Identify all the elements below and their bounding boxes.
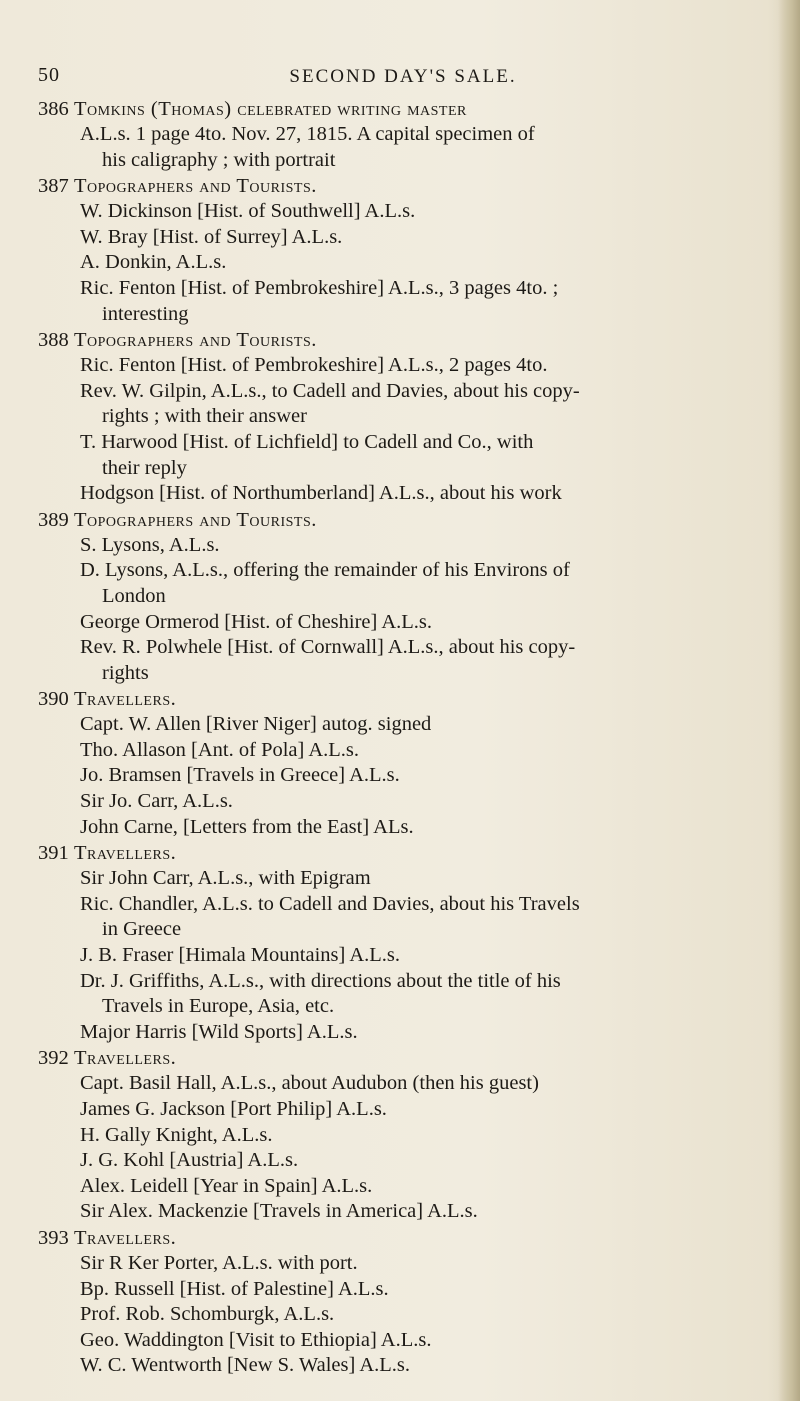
lot-title: Topographers and Tourists. <box>74 329 317 352</box>
lot-line: J. G. Kohl [Austria] A.L.s. <box>80 1149 299 1172</box>
page-header <box>38 64 768 90</box>
lot-line: T. Harwood [Hist. of Lichfield] to Cadell and Co., with <box>80 430 534 453</box>
lot-line: rights ; with their answer <box>102 405 307 428</box>
lot-line: George Ormerod [Hist. of Cheshire] A.L.s. <box>80 610 433 633</box>
lot-line: Capt. W. Allen [River Niger] autog. signed <box>80 713 432 736</box>
lot-line: S. Lysons, A.L.s. <box>80 533 220 556</box>
lot-line: Bp. Russell [Hist. of Palestine] A.L.s. <box>80 1277 389 1300</box>
lot-line: rights <box>102 661 149 684</box>
lot-line: Sir John Carr, A.L.s., with Epigram <box>80 867 371 890</box>
lot-line: J. B. Fraser [Himala Mountains] A.L.s. <box>80 944 400 967</box>
lot-390 <box>38 686 768 840</box>
lot-387 <box>38 173 768 327</box>
lot-line: Ric. Fenton [Hist. of Pembrokeshire] A.L.s., 2 pages 4to. <box>80 354 548 377</box>
page-edge-shadow <box>778 0 800 1401</box>
lot-392 <box>38 1045 768 1225</box>
lot-number: 390 <box>38 688 69 711</box>
lot-line: Tho. Allason [Ant. of Pola] A.L.s. <box>80 738 360 761</box>
lot-line: A. Donkin, A.L.s. <box>80 251 227 274</box>
lot-line: W. C. Wentworth [New S. Wales] A.L.s. <box>80 1354 410 1377</box>
lot-line: Sir R Ker Porter, A.L.s. with port. <box>80 1251 358 1274</box>
lot-line: London <box>102 584 166 607</box>
lot-386 <box>38 96 768 173</box>
lot-line: Rev. W. Gilpin, A.L.s., to Cadell and Davies, about his copy- <box>80 379 580 402</box>
lot-393 <box>38 1225 768 1379</box>
lot-388 <box>38 327 768 507</box>
lot-title: Topographers and Tourists. <box>74 175 317 198</box>
lot-title: Travellers. <box>74 842 177 865</box>
lot-line: Dr. J. Griffiths, A.L.s., with directions about the title of his <box>80 969 561 992</box>
lot-line: Alex. Leidell [Year in Spain] A.L.s. <box>80 1174 373 1197</box>
lot-line: Rev. R. Polwhele [Hist. of Cornwall] A.L.s., about his copy- <box>80 636 576 659</box>
lot-line: Jo. Bramsen [Travels in Greece] A.L.s. <box>80 764 400 787</box>
lot-number: 388 <box>38 329 69 352</box>
lot-number: 392 <box>38 1047 69 1070</box>
lot-line: Major Harris [Wild Sports] A.L.s. <box>80 1020 358 1043</box>
lot-line: W. Bray [Hist. of Surrey] A.L.s. <box>80 225 343 248</box>
running-head: SECOND DAY'S SALE. <box>289 66 517 87</box>
lot-number: 389 <box>38 508 69 531</box>
lot-line: Ric. Fenton [Hist. of Pembrokeshire] A.L.s., 3 pages 4to. ; <box>80 276 559 299</box>
lot-number: 393 <box>38 1226 69 1249</box>
lot-line: A.L.s. 1 page 4to. Nov. 27, 1815. A capital specimen of <box>80 123 535 145</box>
lot-title: Travellers. <box>74 1226 177 1249</box>
lot-number: 391 <box>38 842 69 865</box>
lot-line: interesting <box>102 302 189 325</box>
lot-title: Tomkins (Thomas) celebrated writing master <box>74 98 467 120</box>
lot-number: 386 <box>38 98 69 120</box>
lot-line: their reply <box>102 456 187 479</box>
lot-title: Travellers. <box>74 1047 177 1070</box>
lot-391 <box>38 840 768 1045</box>
lot-line: James G. Jackson [Port Philip] A.L.s. <box>80 1098 387 1120</box>
lot-line: Capt. Basil Hall, A.L.s., about Audubon (then his guest) <box>80 1072 539 1095</box>
lot-line: his caligraphy ; with portrait <box>102 148 336 171</box>
lot-line: Sir Jo. Carr, A.L.s. <box>80 790 233 813</box>
lot-line: Geo. Waddington [Visit to Ethiopia] A.L.s. <box>80 1328 432 1351</box>
lot-number: 387 <box>38 175 69 198</box>
lot-line: in Greece <box>102 918 182 941</box>
lot-list <box>38 96 768 1379</box>
lot-line: Hodgson [Hist. of Northumberland] A.L.s., about his work <box>80 482 562 505</box>
lot-line: D. Lysons, A.L.s., offering the remainder of his Environs of <box>80 559 570 582</box>
lot-line: Travels in Europe, Asia, etc. <box>102 995 335 1018</box>
lot-line: W. Dickinson [Hist. of Southwell] A.L.s. <box>80 200 416 223</box>
page-number: 50 <box>38 64 60 86</box>
lot-line: H. Gally Knight, A.L.s. <box>80 1123 273 1146</box>
lot-line: Prof. Rob. Schomburgk, A.L.s. <box>80 1303 335 1326</box>
lot-line: Sir Alex. Mackenzie [Travels in America] A.L.s. <box>80 1200 478 1223</box>
lot-389 <box>38 507 768 687</box>
lot-title: Topographers and Tourists. <box>74 508 317 531</box>
lot-line: John Carne, [Letters from the East] ALs. <box>80 815 414 838</box>
lot-line: Ric. Chandler, A.L.s. to Cadell and Davies, about his Travels <box>80 892 580 915</box>
lot-title: Travellers. <box>74 688 177 711</box>
